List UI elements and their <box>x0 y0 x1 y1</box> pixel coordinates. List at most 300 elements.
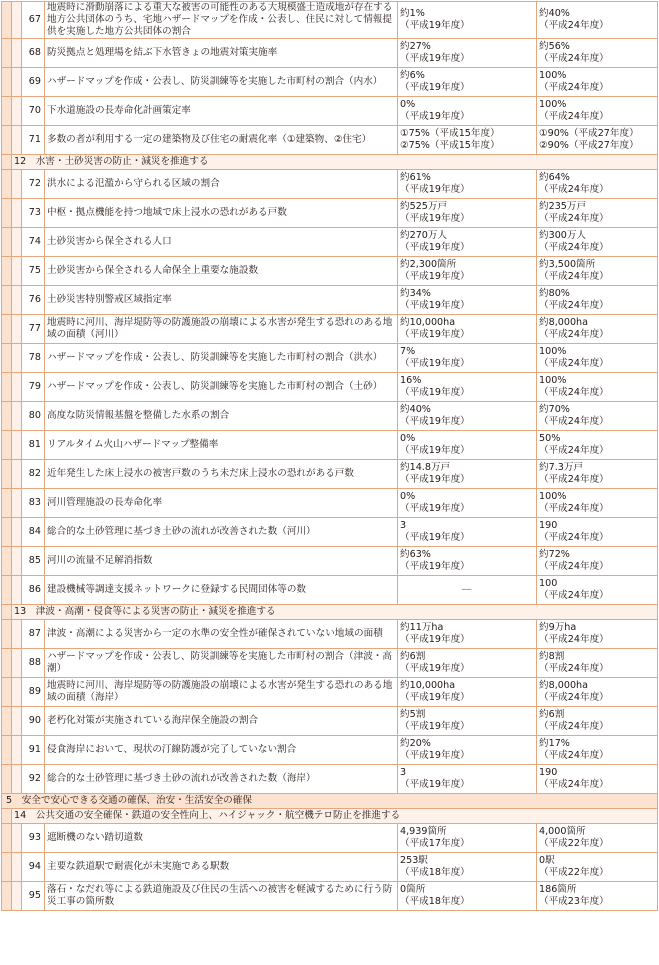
baseline-value-line: （平成19年度） <box>400 358 470 369</box>
target-value <box>537 853 658 882</box>
target-value <box>537 199 658 228</box>
target-value-line: 約17% <box>539 738 570 749</box>
indent-cell <box>2 199 12 228</box>
item-title: 落石・なだれ等による鉄道施設及び住民の生活への被害を軽減するために行う防災工事の箇所数 <box>45 882 398 911</box>
item-title: 地震時に河川、海岸堤防等の防護施設の崩壊による水害が発生する恐れのある地域の面積（海岸） <box>45 678 398 707</box>
table-row <box>2 882 658 911</box>
target-value <box>537 678 658 707</box>
table-row <box>2 315 658 344</box>
indent-cell <box>12 649 22 678</box>
target-value <box>537 170 658 199</box>
baseline-value-line: ①75%（平成15年度） <box>400 128 500 139</box>
table-row <box>2 620 658 649</box>
item-number: 92 <box>22 765 45 794</box>
table-row <box>2 199 658 228</box>
target-value-line: 約56% <box>539 41 570 52</box>
indent-cell <box>2 257 12 286</box>
baseline-value-line: 約14.8万戸 <box>400 462 451 473</box>
target-value-line: （平成24年度） <box>539 634 609 645</box>
indent-cell <box>12 402 22 431</box>
table-row <box>2 547 658 576</box>
target-value-line: （平成24年度） <box>539 184 609 195</box>
baseline-value-line: （平成19年度） <box>400 184 470 195</box>
item-title: 津波・高潮による災害から一定の水準の安全性が確保されていない地域の面積 <box>45 620 398 649</box>
indent-cell <box>2 431 12 460</box>
target-value <box>537 228 658 257</box>
indent-cell <box>2 620 12 649</box>
target-value-line: （平成24年度） <box>539 445 609 456</box>
item-title: 総合的な土砂管理に基づき土砂の流れが改善された数（河川） <box>45 518 398 547</box>
table-row <box>2 39 658 68</box>
table-row <box>2 228 658 257</box>
target-value <box>537 736 658 765</box>
item-title: ハザードマップを作成・公表し、防災訓練等を実施した市町村の割合（洪水） <box>45 344 398 373</box>
item-number: 93 <box>22 824 45 853</box>
target-value <box>537 547 658 576</box>
item-title: 洪水による氾濫から守られる区域の割合 <box>45 170 398 199</box>
baseline-value-line: （平成19年度） <box>400 692 470 703</box>
indent-cell <box>2 2 12 39</box>
indent-cell <box>2 605 12 620</box>
target-value <box>537 882 658 911</box>
table-row <box>2 576 658 605</box>
baseline-value-line: 約34% <box>400 288 431 299</box>
target-value-line: （平成24年度） <box>539 750 609 761</box>
baseline-value-line: （平成19年度） <box>400 474 470 485</box>
target-value <box>537 68 658 97</box>
performance-indicator-table <box>1 1 658 911</box>
baseline-value-line: 7% <box>400 346 416 357</box>
table-row <box>2 344 658 373</box>
baseline-value <box>398 257 537 286</box>
policy-group-label: 13 津波・高潮・侵食等による災害の防止・減災を推進する <box>12 605 658 620</box>
item-number: 81 <box>22 431 45 460</box>
baseline-value-line: （平成18年度） <box>400 867 470 878</box>
target-value-line: 約64% <box>539 172 570 183</box>
table-row <box>2 518 658 547</box>
indent-cell <box>2 765 12 794</box>
item-number: 85 <box>22 547 45 576</box>
item-number: 78 <box>22 344 45 373</box>
baseline-value <box>398 373 537 402</box>
indent-cell <box>12 170 22 199</box>
indent-cell <box>12 228 22 257</box>
target-value-line: （平成24年度） <box>539 561 609 572</box>
baseline-value-line: （平成19年度） <box>400 532 470 543</box>
target-value-line: （平成24年度） <box>539 416 609 427</box>
section-row <box>2 794 658 809</box>
target-value <box>537 620 658 649</box>
target-value <box>537 431 658 460</box>
item-number: 91 <box>22 736 45 765</box>
baseline-value <box>398 518 537 547</box>
indent-cell <box>2 824 12 853</box>
indent-cell <box>12 344 22 373</box>
indent-cell <box>12 2 22 39</box>
target-value-line: 約40% <box>539 8 570 19</box>
item-title: 土砂災害から保全される人命保全上重要な施設数 <box>45 257 398 286</box>
target-value-line: 100% <box>539 99 567 110</box>
indent-cell <box>2 126 12 155</box>
baseline-value-line: 3 <box>400 767 407 778</box>
item-number: 87 <box>22 620 45 649</box>
target-value-line: 100% <box>539 70 567 81</box>
baseline-value-line: （平成19年度） <box>400 663 470 674</box>
target-value-line: （平成24年度） <box>539 503 609 514</box>
baseline-value-line: 約11万ha <box>400 622 444 633</box>
baseline-value <box>398 765 537 794</box>
table-row <box>2 126 658 155</box>
indent-cell <box>12 882 22 911</box>
indent-cell <box>12 97 22 126</box>
target-value <box>537 373 658 402</box>
baseline-value-line: （平成19年度） <box>400 271 470 282</box>
baseline-value-line: 約63% <box>400 549 431 560</box>
target-value <box>537 824 658 853</box>
baseline-value <box>398 678 537 707</box>
indent-cell <box>2 707 12 736</box>
indent-cell <box>12 518 22 547</box>
table-row <box>2 68 658 97</box>
baseline-value <box>398 402 537 431</box>
target-value-line: 100% <box>539 491 567 502</box>
item-title: 土砂災害から保全される人口 <box>45 228 398 257</box>
target-value-line: （平成22年度） <box>539 867 609 878</box>
baseline-value <box>398 199 537 228</box>
item-number: 68 <box>22 39 45 68</box>
baseline-value <box>398 576 537 605</box>
baseline-value-line: ②75%（平成15年度） <box>400 140 500 151</box>
item-number: 80 <box>22 402 45 431</box>
item-number: 89 <box>22 678 45 707</box>
baseline-value-line: 約6% <box>400 70 425 81</box>
target-value-line: 50% <box>539 433 561 444</box>
table-row <box>2 460 658 489</box>
baseline-value-line: 約2,300箇所 <box>400 259 457 270</box>
baseline-value-line: （平成19年度） <box>400 445 470 456</box>
baseline-value-line: 約61% <box>400 172 431 183</box>
baseline-value-line: （平成19年度） <box>400 750 470 761</box>
item-title: 河川管理施設の長寿命化率 <box>45 489 398 518</box>
baseline-value-line: 約1% <box>400 8 425 19</box>
target-value-line: （平成24年度） <box>539 329 609 340</box>
target-value-line: （平成24年度） <box>539 53 609 64</box>
target-value-line: 約3,500箇所 <box>539 259 596 270</box>
baseline-value <box>398 68 537 97</box>
target-value <box>537 489 658 518</box>
indent-cell <box>2 228 12 257</box>
baseline-value-line: 約5割 <box>400 709 426 720</box>
target-value-line: 4,000箇所 <box>539 826 586 837</box>
baseline-value-line: 0% <box>400 99 416 110</box>
baseline-value-line: （平成19年度） <box>400 503 470 514</box>
policy-group-row <box>2 809 658 824</box>
baseline-value-line: 約270万人 <box>400 230 448 241</box>
baseline-value-line: 0% <box>400 491 416 502</box>
item-number: 72 <box>22 170 45 199</box>
indent-cell <box>12 678 22 707</box>
baseline-value <box>398 489 537 518</box>
target-value-line: 0駅 <box>539 855 555 866</box>
item-number: 90 <box>22 707 45 736</box>
item-title: 地震時に河川、海岸堤防等の防護施設の崩壊による水害が発生する恐れのある地域の面積（河川） <box>45 315 398 344</box>
item-number: 77 <box>22 315 45 344</box>
target-value-line: 約7.3万戸 <box>539 462 584 473</box>
item-number: 86 <box>22 576 45 605</box>
table-row <box>2 824 658 853</box>
target-value-line: （平成24年度） <box>539 692 609 703</box>
baseline-value <box>398 547 537 576</box>
item-number: 94 <box>22 853 45 882</box>
indent-cell <box>12 547 22 576</box>
target-value <box>537 576 658 605</box>
target-value <box>537 518 658 547</box>
table-row <box>2 373 658 402</box>
item-title: 防災拠点と処理場を結ぶ下水管きょの地震対策実施率 <box>45 39 398 68</box>
baseline-value <box>398 2 537 39</box>
baseline-value <box>398 228 537 257</box>
indent-cell <box>2 576 12 605</box>
indent-cell <box>2 547 12 576</box>
indent-cell <box>2 882 12 911</box>
indent-cell <box>2 518 12 547</box>
indent-cell <box>12 707 22 736</box>
baseline-value-line: （平成18年度） <box>400 896 470 907</box>
target-value-line: （平成24年度） <box>539 82 609 93</box>
indent-cell <box>12 576 22 605</box>
item-title: 多数の者が利用する一定の建築物及び住宅の耐震化率（①建築物、②住宅） <box>45 126 398 155</box>
table-row <box>2 678 658 707</box>
table-row <box>2 431 658 460</box>
item-title: 河川の流量不足解消指数 <box>45 547 398 576</box>
target-value-line: 約6割 <box>539 709 565 720</box>
target-value-line: （平成24年度） <box>539 474 609 485</box>
indent-cell <box>12 286 22 315</box>
item-title: ハザードマップを作成・公表し、防災訓練等を実施した市町村の割合（内水） <box>45 68 398 97</box>
item-number: 73 <box>22 199 45 228</box>
target-value <box>537 344 658 373</box>
baseline-value-line: ― <box>461 584 472 595</box>
baseline-value-line: 16% <box>400 375 422 386</box>
target-value-line: （平成24年度） <box>539 242 609 253</box>
baseline-value-line: 約525万戸 <box>400 201 448 212</box>
table-row <box>2 286 658 315</box>
item-number: 79 <box>22 373 45 402</box>
item-number: 95 <box>22 882 45 911</box>
indent-cell <box>2 68 12 97</box>
target-value-line: ②90%（平成27年度） <box>539 140 639 151</box>
baseline-value-line: 0% <box>400 433 416 444</box>
table-body <box>2 2 658 911</box>
item-title: ハザードマップを作成・公表し、防災訓練等を実施した市町村の割合（土砂） <box>45 373 398 402</box>
indent-cell <box>12 460 22 489</box>
indent-cell <box>2 344 12 373</box>
target-value <box>537 315 658 344</box>
baseline-value-line: （平成19年度） <box>400 82 470 93</box>
baseline-value <box>398 882 537 911</box>
baseline-value-line: 4,939箇所 <box>400 826 447 837</box>
target-value <box>537 402 658 431</box>
target-value-line: （平成24年度） <box>539 779 609 790</box>
item-number: 74 <box>22 228 45 257</box>
baseline-value-line: 253駅 <box>400 855 428 866</box>
baseline-value <box>398 97 537 126</box>
indent-cell <box>2 315 12 344</box>
baseline-value <box>398 126 537 155</box>
target-value-line: （平成24年度） <box>539 111 609 122</box>
indent-cell <box>2 489 12 518</box>
target-value <box>537 286 658 315</box>
item-number: 75 <box>22 257 45 286</box>
item-title: 総合的な土砂管理に基づき土砂の流れが改善された数（海岸） <box>45 765 398 794</box>
indent-cell <box>12 199 22 228</box>
indent-cell <box>2 736 12 765</box>
baseline-value <box>398 736 537 765</box>
indent-cell <box>2 39 12 68</box>
baseline-value-line: （平成19年度） <box>400 300 470 311</box>
baseline-value-line: （平成17年度） <box>400 838 470 849</box>
target-value-line: （平成23年度） <box>539 896 609 907</box>
indent-cell <box>2 809 12 824</box>
policy-group-label: 12 水害・土砂災害の防止・減災を推進する <box>12 155 658 170</box>
table-row <box>2 402 658 431</box>
target-value-line: 約235万戸 <box>539 201 587 212</box>
item-title: 遮断機のない踏切道数 <box>45 824 398 853</box>
target-value-line: （平成24年度） <box>539 213 609 224</box>
table-row <box>2 2 658 39</box>
baseline-value <box>398 853 537 882</box>
baseline-value-line: （平成19年度） <box>400 779 470 790</box>
baseline-value <box>398 39 537 68</box>
baseline-value-line: （平成19年度） <box>400 111 470 122</box>
section-label: 5 安全で安心できる交通の確保、治安・生活安全の確保 <box>2 794 658 809</box>
item-title: 建設機械等調達支援ネットワークに登録する民間団体等の数 <box>45 576 398 605</box>
target-value <box>537 126 658 155</box>
target-value-line: （平成24年度） <box>539 358 609 369</box>
item-title: リアルタイム火山ハザードマップ整備率 <box>45 431 398 460</box>
item-title: 老朽化対策が実施されている海岸保全施設の割合 <box>45 707 398 736</box>
indent-cell <box>2 97 12 126</box>
baseline-value <box>398 315 537 344</box>
indent-cell <box>2 286 12 315</box>
target-value-line: （平成24年度） <box>539 721 609 732</box>
table-row <box>2 707 658 736</box>
item-title: 中枢・拠点機能を持つ地域で床上浸水の恐れがある戸数 <box>45 199 398 228</box>
baseline-value-line: 約10,000ha <box>400 680 456 691</box>
table-row <box>2 257 658 286</box>
item-title: 高度な防災情報基盤を整備した水系の割合 <box>45 402 398 431</box>
target-value-line: 186箇所 <box>539 884 577 895</box>
baseline-value-line: （平成19年度） <box>400 213 470 224</box>
item-number: 84 <box>22 518 45 547</box>
baseline-value-line: 約40% <box>400 404 431 415</box>
target-value <box>537 39 658 68</box>
item-title: 土砂災害特別警戒区域指定率 <box>45 286 398 315</box>
baseline-value <box>398 344 537 373</box>
target-value-line: （平成24年度） <box>539 271 609 282</box>
baseline-value-line: （平成19年度） <box>400 387 470 398</box>
item-number: 67 <box>22 2 45 39</box>
indent-cell <box>12 373 22 402</box>
baseline-value <box>398 707 537 736</box>
baseline-value-line: （平成19年度） <box>400 561 470 572</box>
table-row <box>2 97 658 126</box>
item-title: 侵食海岸において、現状の汀線防護が完了していない割合 <box>45 736 398 765</box>
baseline-value-line: （平成19年度） <box>400 634 470 645</box>
table-row <box>2 170 658 199</box>
baseline-value-line: 約27% <box>400 41 431 52</box>
baseline-value-line: （平成19年度） <box>400 53 470 64</box>
target-value-line: 190 <box>539 767 558 778</box>
indent-cell <box>2 460 12 489</box>
item-number: 83 <box>22 489 45 518</box>
item-title: 下水道施設の長寿命化計画策定率 <box>45 97 398 126</box>
indent-cell <box>2 155 12 170</box>
target-value-line: 約70% <box>539 404 570 415</box>
indent-cell <box>12 39 22 68</box>
policy-group-row <box>2 155 658 170</box>
indent-cell <box>12 620 22 649</box>
item-number: 71 <box>22 126 45 155</box>
target-value-line: ①90%（平成27年度） <box>539 128 639 139</box>
indent-cell <box>2 678 12 707</box>
baseline-value <box>398 431 537 460</box>
baseline-value <box>398 649 537 678</box>
table-row <box>2 853 658 882</box>
target-value-line: （平成24年度） <box>539 387 609 398</box>
baseline-value-line: 0箇所 <box>400 884 426 895</box>
baseline-value-line: （平成19年度） <box>400 416 470 427</box>
indent-cell <box>12 315 22 344</box>
target-value-line: 約8,000ha <box>539 680 589 691</box>
target-value-line: 約72% <box>539 549 570 560</box>
target-value-line: （平成24年度） <box>539 532 609 543</box>
target-value <box>537 765 658 794</box>
indent-cell <box>12 765 22 794</box>
baseline-value-line: （平成19年度） <box>400 20 470 31</box>
target-value-line: （平成24年度） <box>539 663 609 674</box>
target-value <box>537 460 658 489</box>
indent-cell <box>12 431 22 460</box>
item-title: 近年発生した床上浸水の被害戸数のうち未だ床上浸水の恐れがある戸数 <box>45 460 398 489</box>
target-value-line: 190 <box>539 520 558 531</box>
target-value-line: （平成24年度） <box>539 590 609 601</box>
target-value <box>537 257 658 286</box>
indent-cell <box>12 257 22 286</box>
indent-cell <box>12 824 22 853</box>
table-row <box>2 649 658 678</box>
target-value-line: 100% <box>539 375 567 386</box>
target-value-line: 100 <box>539 578 558 589</box>
baseline-value-line: （平成19年度） <box>400 329 470 340</box>
indent-cell <box>2 402 12 431</box>
policy-group-label: 14 公共交通の安全確保・鉄道の安全性向上、ハイジャック・航空機テロ防止を推進する <box>12 809 658 824</box>
baseline-value <box>398 620 537 649</box>
indent-cell <box>12 68 22 97</box>
target-value-line: 約300万人 <box>539 230 587 241</box>
target-value <box>537 97 658 126</box>
target-value-line: 約80% <box>539 288 570 299</box>
target-value-line: （平成22年度） <box>539 838 609 849</box>
baseline-value-line: （平成19年度） <box>400 242 470 253</box>
indent-cell <box>12 126 22 155</box>
item-title: 地震時に滑動崩落による重大な被害の可能性のある大規模盛土造成地が存在する地方公共団体のうち、宅地ハザードマップを作成・公表し、住民に対して情報提供を実施した地方公共団体の割合 <box>45 2 398 39</box>
target-value <box>537 649 658 678</box>
target-value-line: 約8,000ha <box>539 317 589 328</box>
target-value-line: 100% <box>539 346 567 357</box>
table-row <box>2 489 658 518</box>
item-title: ハザードマップを作成・公表し、防災訓練等を実施した市町村の割合（津波・高潮） <box>45 649 398 678</box>
